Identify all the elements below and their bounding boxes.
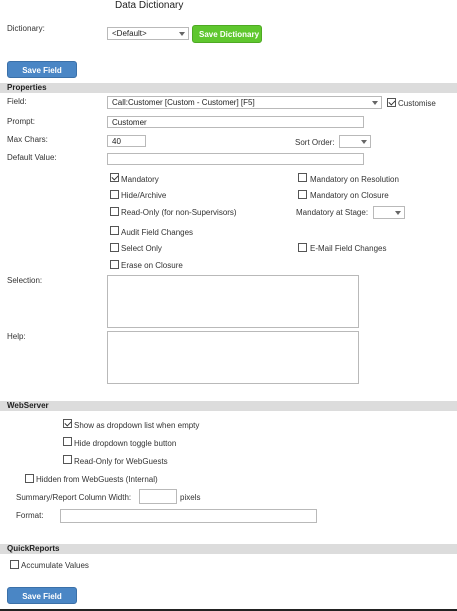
customise-checkbox[interactable] (387, 98, 396, 107)
format-input[interactable] (60, 509, 317, 523)
read-only-label: Read-Only (for non-Supervisors) (121, 208, 237, 217)
hide-archive-checkbox[interactable] (110, 190, 119, 199)
selection-textarea[interactable] (107, 275, 359, 328)
readonly-guests-label: Read-Only for WebGuests (74, 457, 168, 466)
show-dropdown-label: Show as dropdown list when empty (74, 421, 200, 430)
chevron-down-icon (361, 140, 367, 144)
accumulate-checkbox[interactable] (10, 560, 19, 569)
field-label: Field: (7, 97, 27, 106)
max-chars-label: Max Chars: (7, 135, 48, 144)
pixels-label: pixels (180, 493, 201, 502)
chevron-down-icon (372, 101, 378, 105)
select-only-checkbox[interactable] (110, 243, 119, 252)
format-label: Format: (16, 511, 44, 520)
summary-width-label: Summary/Report Column Width: (16, 493, 132, 502)
hidden-guests-label: Hidden from WebGuests (Internal) (36, 475, 158, 484)
hide-toggle-label: Hide dropdown toggle button (74, 439, 177, 448)
erase-closure-label: Erase on Closure (121, 261, 183, 270)
mandatory-checkbox[interactable] (110, 173, 119, 182)
hide-archive-label: Hide/Archive (121, 191, 167, 200)
max-chars-input[interactable] (107, 135, 146, 147)
audit-label: Audit Field Changes (121, 228, 194, 237)
dictionary-label: Dictionary: (7, 24, 45, 33)
select-only-label: Select Only (121, 244, 162, 253)
email-changes-label: E-Mail Field Changes (310, 244, 387, 253)
mandatory-stage-select[interactable] (373, 206, 405, 219)
readonly-guests-checkbox[interactable] (63, 455, 72, 464)
mandatory-closure-checkbox[interactable] (298, 190, 307, 199)
prompt-label: Prompt: (7, 117, 36, 126)
sort-order-select[interactable] (339, 135, 371, 148)
chevron-down-icon (179, 32, 185, 36)
erase-closure-checkbox[interactable] (110, 260, 119, 269)
quickreports-section-header: QuickReports (0, 544, 457, 554)
field-select[interactable] (107, 96, 382, 109)
accumulate-label: Accumulate Values (21, 561, 89, 570)
sort-order-label: Sort Order: (295, 138, 335, 147)
webserver-section-header: WebServer (0, 401, 457, 411)
mandatory-resolution-checkbox[interactable] (298, 173, 307, 182)
read-only-checkbox[interactable] (110, 207, 119, 216)
show-dropdown-checkbox[interactable] (63, 419, 72, 428)
save-field-button-bottom[interactable]: Save Field (7, 587, 77, 604)
properties-section-header: Properties (0, 83, 457, 93)
customise-label: Customise (398, 99, 436, 108)
dictionary-select-value: <Default> (112, 29, 147, 38)
mandatory-label: Mandatory (121, 175, 159, 184)
dictionary-select[interactable] (107, 27, 189, 40)
mandatory-resolution-label: Mandatory on Resolution (310, 175, 399, 184)
help-label: Help: (7, 332, 26, 341)
save-field-button-top[interactable]: Save Field (7, 61, 77, 78)
default-value-input[interactable] (107, 153, 364, 165)
default-value-label: Default Value: (7, 153, 57, 162)
save-dictionary-button[interactable]: Save Dictionary (192, 25, 262, 43)
prompt-input[interactable] (107, 116, 364, 128)
audit-checkbox[interactable] (110, 226, 119, 235)
summary-width-input[interactable] (139, 489, 177, 504)
page-title: Data Dictionary (115, 0, 184, 11)
help-textarea[interactable] (107, 331, 359, 384)
hidden-guests-checkbox[interactable] (25, 474, 34, 483)
field-select-value: Call:Customer [Custom - Customer] [F5] (112, 98, 255, 107)
email-changes-checkbox[interactable] (298, 243, 307, 252)
chevron-down-icon (395, 211, 401, 215)
selection-label: Selection: (7, 276, 43, 285)
mandatory-stage-label: Mandatory at Stage: (296, 208, 369, 217)
hide-toggle-checkbox[interactable] (63, 437, 72, 446)
mandatory-closure-label: Mandatory on Closure (310, 191, 389, 200)
